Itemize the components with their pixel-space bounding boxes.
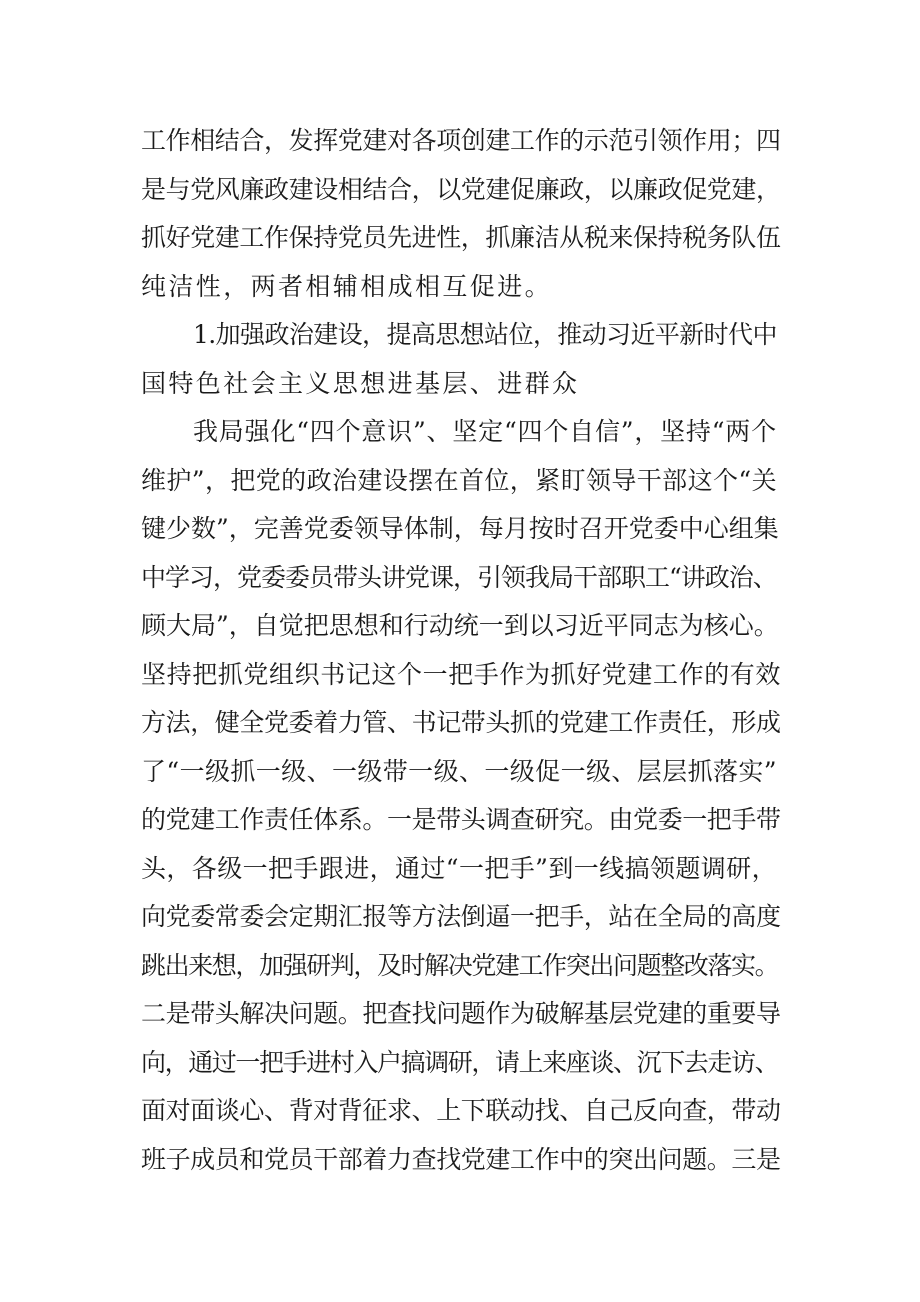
text-line: 是与党风廉政建设相结合，以党建促廉政，以廉政促党建， <box>141 174 781 204</box>
text-line: 向党委常委会定期汇报等方法倒逼一把手，站在全局的高度 <box>141 902 781 931</box>
text-line: 顾大局”，自觉把思想和行动统一到以习近平同志为核心。 <box>141 611 779 640</box>
text-line: 方法，健全党委着力管、书记带头抓的党建工作责任，形成 <box>141 708 781 737</box>
text-line: 纯洁性，两者相辅相成相互促进。 <box>141 271 553 301</box>
section-heading-line: 国特色社会主义思想进基层、进群众 <box>141 368 580 398</box>
text-line: 跳出来想，加强研判，及时解决党建工作突出问题整改落实。 <box>141 950 779 980</box>
text-line: 二是带头解决问题。把查找问题作为破解基层党建的重要导 <box>141 999 781 1028</box>
text-line: 班子成员和党员干部着力查找党建工作中的突出问题。三是 <box>141 1144 781 1174</box>
text-line: 的党建工作责任体系。一是带头调查研究。由党委一把手带 <box>141 805 781 834</box>
text-line: 向，通过一把手进村入户搞调研，请上来座谈、沉下去走访、 <box>141 1047 779 1077</box>
text-line: 维护”，把党的政治建设摆在首位，紧盯领导干部这个“关 <box>141 465 777 495</box>
section-heading-line: 1.加强政治建设，提高思想站位，推动习近平新时代中 <box>193 320 777 349</box>
text-line: 坚持把抓党组织书记这个一把手作为抓好党建工作的有效 <box>141 659 782 689</box>
text-line: 我局强化“四个意识”、坚定“四个自信”，坚持“两个 <box>193 417 777 446</box>
text-line: 头，各级一把手跟进，通过“一把手”到一线搞领题调研， <box>141 853 777 883</box>
text-line: 键少数”，完善党委领导体制，每月按时召开党委中心组集 <box>141 514 779 543</box>
body-text <box>141 117 781 1184</box>
text-line: 中学习，党委委员带头讲党课，引领我局干部职工“讲政治、 <box>141 562 777 592</box>
text-line: 了“一级抓一级、一级带一级、一级促一级、层层抓落实” <box>141 756 777 786</box>
text-line: 面对面谈心、背对背征求、上下联动找、自己反向查，带动 <box>141 1096 781 1125</box>
text-line: 抓好党建工作保持党员先进性，抓廉洁从税来保持税务队伍 <box>141 223 781 252</box>
text-line: 工作相结合，发挥党建对各项创建工作的示范引领作用；四 <box>141 126 781 155</box>
